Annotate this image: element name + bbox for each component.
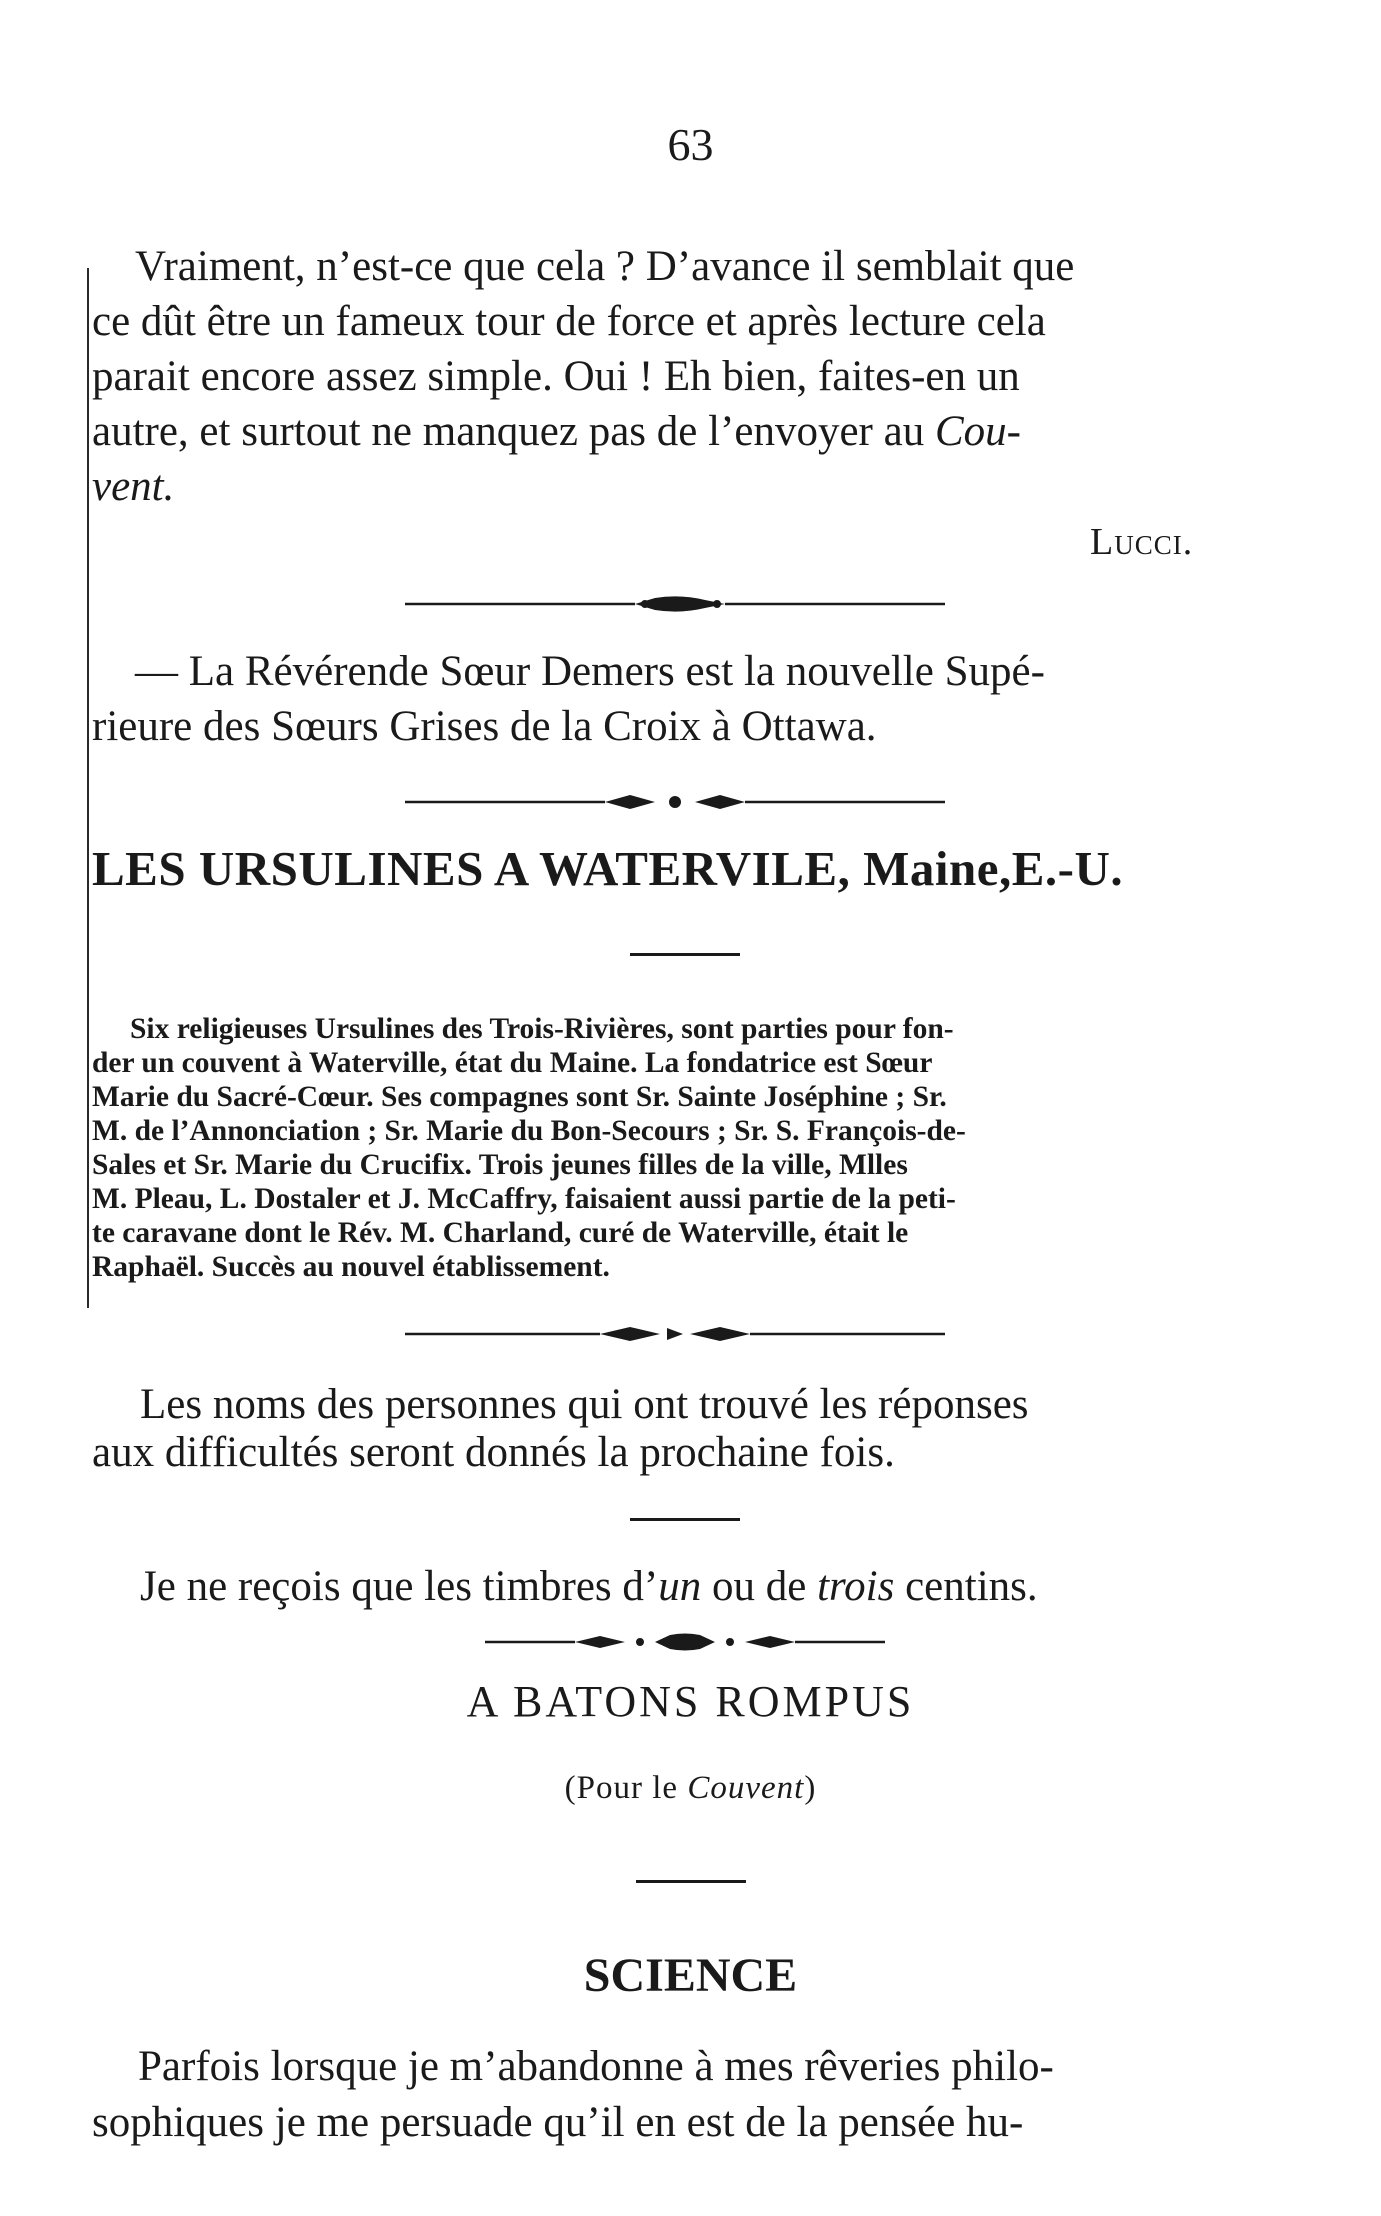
answers-line-2: aux difficultés seront donnés la prochaine fois. — [92, 1429, 895, 1476]
page-number: 63 — [667, 119, 714, 170]
ornament-divider-3 — [405, 1322, 945, 1346]
ursulines-line-5: Sales et Sr. Marie du Crucifix. Trois jeunes filles de la ville, Mlles — [92, 1149, 908, 1181]
stamps-notice — [140, 1560, 1038, 1613]
ursulines-line-3: Marie du Sacré-Cœur. Ses compagnes sont Sr. Sainte Joséphine ; Sr. — [92, 1081, 947, 1113]
ursulines-line-1: Six religieuses Ursulines des Trois-Rivières, sont parties pour fon- — [130, 1013, 954, 1045]
intro-line-1: Vraiment, n’est-ce que cela ? D’avance il semblait que — [135, 243, 1075, 290]
signature: Lucci. — [1090, 521, 1194, 563]
batons-sub-italic: Couvent — [687, 1770, 805, 1806]
stamps-italic-2: trois — [817, 1563, 895, 1610]
intro-line-3: parait encore assez simple. Oui ! Eh bien, faites-en un — [92, 353, 1020, 400]
ursulines-heading — [92, 840, 1123, 897]
ursulines-line-4: M. de l’Annonciation ; Sr. Marie du Bon-Secours ; Sr. S. François-de- — [92, 1115, 966, 1147]
short-rule-2 — [630, 1518, 740, 1521]
intro-line-2: ce dût être un fameux tour de force et après lecture cela — [92, 298, 1046, 345]
science-line-1: Parfois lorsque je m’abandonne à mes rêveries philo- — [138, 2043, 1054, 2090]
ursulines-line-2: der un couvent à Waterville, état du Maine. La fondatrice est Sœur — [92, 1047, 933, 1079]
ursulines-line-8: Raphaël. Succès au nouvel établissement. — [92, 1251, 610, 1283]
ursulines-line-6: M. Pleau, L. Dostaler et J. McCaffry, faisaient aussi partie de la peti- — [92, 1183, 956, 1215]
science-line-2: sophiques je me persuade qu’il en est de la pensée hu- — [92, 2099, 1024, 2146]
intro-line-4-italic: Cou- — [934, 408, 1021, 455]
intro-line-4-text: autre, et surtout ne manquez pas de l’envoyer au — [92, 408, 935, 455]
ursulines-heading-main: LES URSULINES A WATERVILE, — [92, 841, 851, 896]
batons-sub-close: ) — [804, 1770, 817, 1806]
batons-sub-open: (Pour le — [564, 1770, 688, 1806]
batons-subtitle — [0, 1770, 1381, 1807]
stamps-text-3: centins. — [894, 1563, 1038, 1610]
notice-line-2: rieure des Sœurs Grises de la Croix à Ottawa. — [92, 703, 877, 750]
ursulines-heading-tail: Maine,E.-U. — [850, 841, 1124, 896]
notice-line-1: — La Révérende Sœur Demers est la nouvelle Supé- — [135, 648, 1045, 695]
science-heading: SCIENCE — [583, 1949, 798, 2002]
stamps-italic-1: un — [658, 1563, 702, 1610]
stamps-text-1: Je ne reçois que les timbres d’ — [140, 1563, 659, 1610]
short-rule-3 — [636, 1880, 746, 1883]
batons-title: A BATONS ROMPUS — [466, 1677, 915, 1726]
ornament-divider-4 — [485, 1630, 885, 1654]
margin-bracket-line — [87, 268, 89, 1308]
stamps-text-2: ou de — [701, 1563, 818, 1610]
short-rule-1 — [630, 953, 740, 956]
answers-line-1: Les noms des personnes qui ont trouvé les réponses — [140, 1381, 1029, 1428]
ursulines-line-7: te caravane dont le Rév. M. Charland, curé de Waterville, était le — [92, 1217, 909, 1249]
intro-line-4 — [92, 405, 1262, 458]
intro-line-5-italic: vent. — [92, 463, 175, 510]
intro-line-5 — [92, 460, 174, 513]
ornament-divider-1 — [405, 592, 945, 616]
ornament-divider-2 — [405, 790, 945, 814]
